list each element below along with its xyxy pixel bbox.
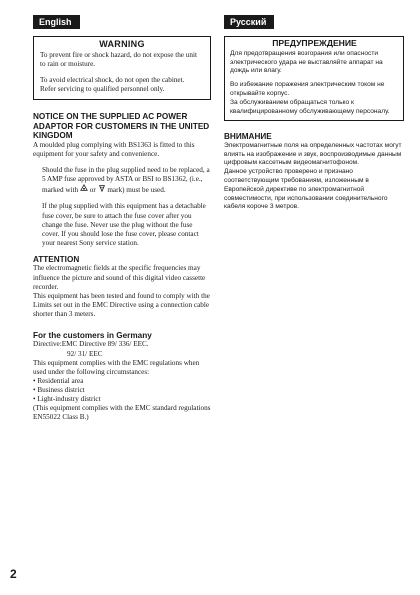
attention-body: The electromagnetic fields at the specific frequencies may influence the picture and sound of this digital video cassette recorder. bbox=[33, 264, 206, 291]
russian-warning-shock: Во избежание поражения электрическим током не открывайте корпус. За обслуживанием обращаться только к квалифицированному обслуживающему персоналу. bbox=[230, 81, 390, 115]
english-warning-title: WARNING bbox=[99, 39, 145, 49]
list-item: • Residential area bbox=[33, 376, 84, 385]
russian-attention-body: Электромагнитные поля на определенных частотах могут влиять на изображение и звук, воспроизводимые данным цифровым кассетным видеомагнитофоном. bbox=[224, 141, 402, 167]
english-warning-rain: To prevent fire or shock hazard, do not expose the unit to rain or moisture. bbox=[40, 51, 197, 69]
attention-body-2: This equipment has been tested and found to comply with the Limits set out in the EMC Directive using a connection cable shorter than 3 meters. bbox=[33, 291, 210, 318]
russian-attention-section bbox=[224, 132, 404, 212]
germany-note: (This equipment complies with the EMC standard regulations EN55022 Class B.) bbox=[33, 404, 211, 422]
russian-column bbox=[224, 12, 404, 212]
uk-notice-fuse-cover: If the plug supplied with this equipment has a detachable fuse cover, be sure to attach the fuse cover after you change the fuse. Never use the plug without the fuse cover. If you should lose the fuse cover, please contact your nearest Sony service station. bbox=[42, 202, 206, 247]
uk-notice-fuse: Should the fuse in the plug supplied need to be replaced, a 5 AMP fuse approved by ASTA or BSI to BS1362, (i.e., marked with or mark) must be used. bbox=[42, 166, 210, 195]
russian-warning-rain: Для предотвращения возгорания или опасности электрического удара не выставляйте аппарат на дождь или влагу. bbox=[230, 49, 383, 75]
bsi-kitemark-icon bbox=[98, 184, 106, 195]
germany-directive: Directive: EMC Directive 89/ 336/ EEC. bbox=[33, 340, 149, 349]
uk-notice-fuse-block bbox=[33, 166, 211, 248]
english-language-tab: English bbox=[33, 15, 80, 29]
english-warning-servicing: Refer servicing to qualified personnel only. bbox=[40, 85, 165, 94]
germany-heading: For the customers in Germany bbox=[33, 330, 152, 340]
asta-mark-icon bbox=[80, 184, 88, 195]
germany-comply: This equipment complies with the EMC regulations when used under the following circumstances: bbox=[33, 358, 200, 376]
russian-attention-heading: ВНИМАНИЕ bbox=[224, 132, 272, 142]
page-number: 2 bbox=[10, 567, 17, 581]
germany-circumstances-list bbox=[33, 377, 211, 404]
uk-notice-heading: NOTICE ON THE SUPPLIED AC POWER ADAPTOR FOR CUSTOMERS IN THE UNITED KINGDOM bbox=[33, 112, 210, 141]
russian-warning-title: ПРЕДУПРЕЖДЕНИЕ bbox=[272, 38, 357, 48]
attention-section bbox=[33, 255, 211, 319]
uk-notice-section bbox=[33, 112, 211, 247]
russian-warning-servicing: За обслуживанием обращаться только к квалифицированному обслуживающему персоналу. bbox=[230, 98, 390, 115]
uk-notice-intro: A moulded plug complying with BS1363 is fitted to this equipment for your safety and convenience. bbox=[33, 140, 195, 159]
list-item: • Light-industry district bbox=[33, 395, 101, 404]
russian-language-tab: Русский bbox=[224, 15, 274, 29]
attention-heading: ATTENTION bbox=[33, 254, 80, 264]
list-item: • Business district bbox=[33, 385, 85, 394]
germany-directive-2: 92/ 31/ EEC bbox=[67, 349, 103, 358]
germany-section bbox=[33, 331, 211, 422]
russian-warning-box bbox=[224, 36, 404, 121]
english-column bbox=[33, 12, 211, 422]
english-warning-shock: To avoid electrical shock, do not open the cabinet. Refer servicing to qualified personnel only. bbox=[40, 76, 185, 94]
english-warning-box bbox=[33, 36, 211, 100]
russian-attention-body-2: Данное устройство проверено и признано соответствующим требованиям, изложенным в Европейской директиве по электромагнитной совместимости, при использовании соединительного кабеля короче 3 метров. bbox=[224, 168, 388, 211]
